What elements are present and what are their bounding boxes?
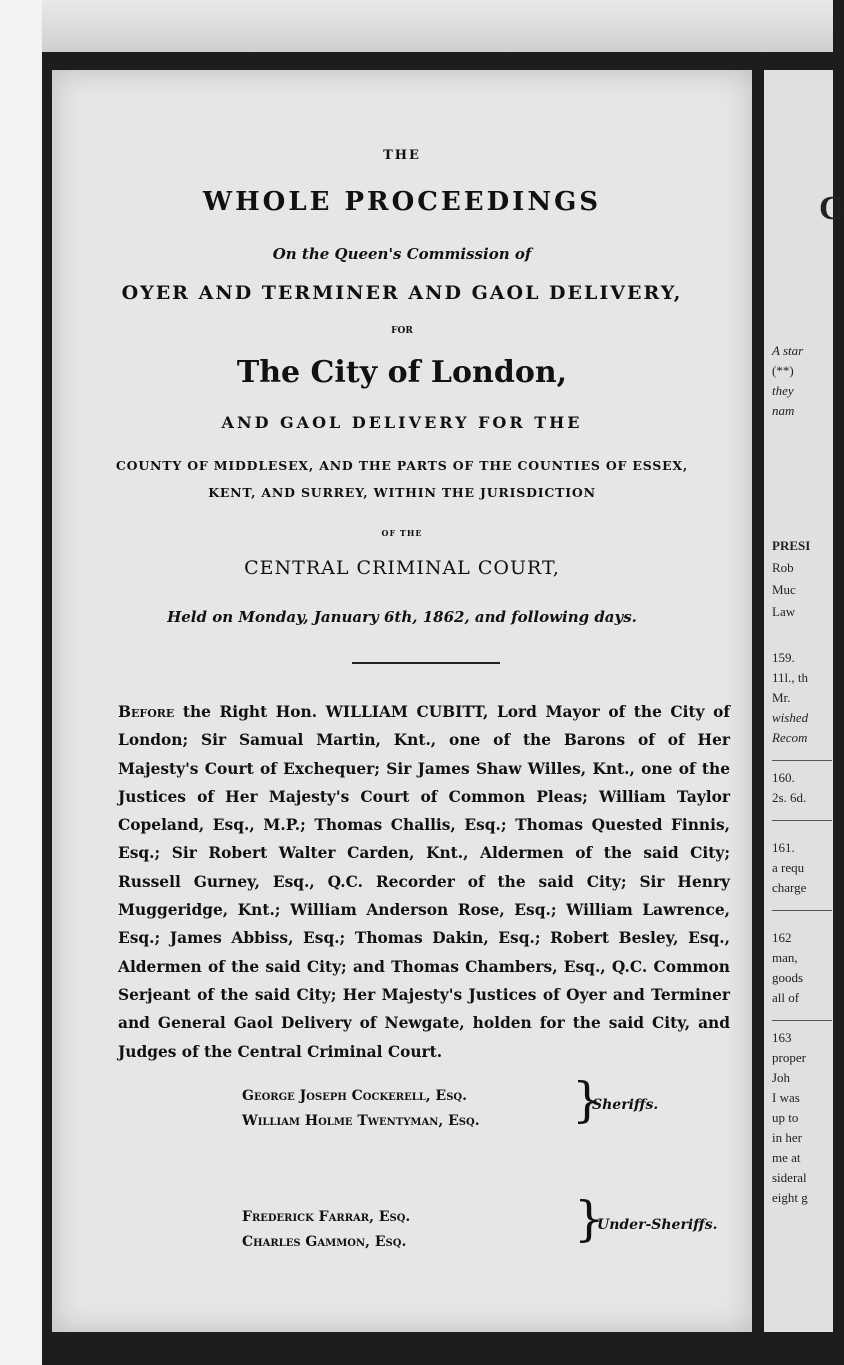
- facing-page-line: goods: [772, 970, 804, 985]
- heading-city-of-london: The City of London,: [236, 355, 568, 390]
- facing-page-line: A star: [772, 343, 804, 358]
- facing-page-line: a requ: [772, 860, 805, 875]
- before-text: the Right Hon. WILLIAM CUBITT, Lord Mayor of the City of London; Sir Samual Martin, Knt., one of the Barons of of Her Majesty's Court of Exchequer; Sir James Shaw Willes, Knt., one of the Justices of Her Majesty's Court of Common Pleas; William Taylor Copeland, Esq., M.P.; Thomas Challis, Esq.; Thomas Quested Finnis, Esq.; Sir Robert Walter Carden, Knt., Aldermen of the said City; Russell Gurney, Esq., Q.C. Recorder of the said City; Sir Henry Muggeridge, Knt.; William Anderson Rose, Esq.; William Lawrence, Esq.; James Abbiss, Esq.; Thomas Dakin, Esq.; Robert Besley, Esq., Aldermen of the said City; and Thomas Chambers, Esq., Q.C. Common Serjeant of the said City; Her Majesty's Justices of Oyer and Terminer and General Gaol Delivery of Newgate, holden for the said City, and Judges of the Central Criminal Court.: [118, 703, 730, 1061]
- sheriffs-label: Sheriffs.: [592, 1097, 659, 1113]
- facing-page-rule: [772, 910, 832, 911]
- facing-page-line: 11l., th: [772, 670, 808, 685]
- facing-page-heading: C: [819, 190, 844, 227]
- sheriffs-names: [242, 1084, 480, 1134]
- heading-gaol-delivery: AND GAOL DELIVERY FOR THE: [221, 413, 583, 432]
- heading-for: FOR: [391, 326, 413, 336]
- heading-central-criminal-court: CENTRAL CRIMINAL COURT,: [244, 557, 560, 579]
- facing-page-line: (**): [772, 363, 794, 378]
- facing-page-edge: [764, 70, 844, 1332]
- facing-page-line: 163: [772, 1030, 792, 1045]
- under-sheriff-name: Frederick Farrar, Esq.: [242, 1209, 411, 1225]
- sheriffs-brace-icon: }: [572, 1072, 603, 1128]
- facing-page-line: eight g: [772, 1190, 808, 1205]
- facing-page-line: charge: [772, 880, 807, 895]
- under-sheriffs-names: [242, 1205, 410, 1255]
- scan-left-margin: [0, 0, 42, 1365]
- heading-county-line-1: COUNTY OF MIDDLESEX, AND THE PARTS OF THE COUNTIES OF ESSEX,: [115, 458, 689, 473]
- heading-of-the: OF THE: [381, 528, 423, 538]
- facing-page-line: me at: [772, 1150, 801, 1165]
- facing-page-line: up to: [772, 1110, 799, 1125]
- heading-county-line-2: KENT, AND SURREY, WITHIN THE JURISDICTION: [208, 485, 596, 500]
- facing-page-rule: [772, 820, 832, 821]
- sheriff-name: George Joseph Cockerell, Esq.: [242, 1088, 468, 1104]
- facing-page-line: 161.: [772, 840, 795, 855]
- facing-page-line: Muc: [772, 582, 796, 597]
- before-lead: Before: [118, 703, 175, 721]
- heading-held-date: Held on Monday, January 6th, 1862, and following days.: [167, 608, 637, 626]
- heading-commission: On the Queen's Commission of: [272, 245, 532, 263]
- facing-page-line: Law: [772, 604, 796, 619]
- facing-page-line: Rob: [772, 560, 794, 575]
- facing-page-line: all of: [772, 990, 800, 1005]
- facing-page-rule: [772, 760, 832, 761]
- under-sheriff-name: Charles Gammon, Esq.: [242, 1234, 407, 1250]
- sheriff-name: William Holme Twentyman, Esq.: [242, 1113, 480, 1129]
- facing-page-line: wished: [772, 710, 809, 725]
- under-sheriffs-brace-icon: }: [574, 1191, 605, 1247]
- facing-page-line: man,: [772, 950, 798, 965]
- facing-page-line: PRESI: [772, 538, 811, 553]
- facing-page-line: Mr.: [772, 690, 791, 705]
- facing-page-line: 160.: [772, 770, 795, 785]
- before-paragraph: [118, 698, 730, 1066]
- facing-page-rule: [772, 1020, 832, 1021]
- facing-page-line: they: [772, 383, 794, 398]
- scan-top-edge: [0, 0, 833, 52]
- facing-page-line: Recom: [772, 730, 808, 745]
- facing-page-line: Joh: [772, 1070, 791, 1085]
- heading-oyer-terminer: OYER AND TERMINER AND GAOL DELIVERY,: [121, 282, 683, 304]
- facing-page-line: proper: [772, 1050, 806, 1065]
- facing-page-line: sideral: [772, 1170, 807, 1185]
- heading-the: THE: [383, 148, 421, 163]
- heading-whole-proceedings: WHOLE PROCEEDINGS: [202, 187, 602, 217]
- under-sheriffs-label: Under-Sheriffs.: [597, 1217, 718, 1233]
- facing-page-line: nam: [772, 403, 795, 418]
- facing-page-line: 159.: [772, 650, 795, 665]
- facing-page-line: 2s. 6d.: [772, 790, 807, 805]
- divider-rule: [352, 662, 500, 664]
- title-page: [52, 70, 752, 1332]
- facing-page-line: I was: [772, 1090, 800, 1105]
- facing-page-line: in her: [772, 1130, 802, 1145]
- facing-page-line: 162: [772, 930, 792, 945]
